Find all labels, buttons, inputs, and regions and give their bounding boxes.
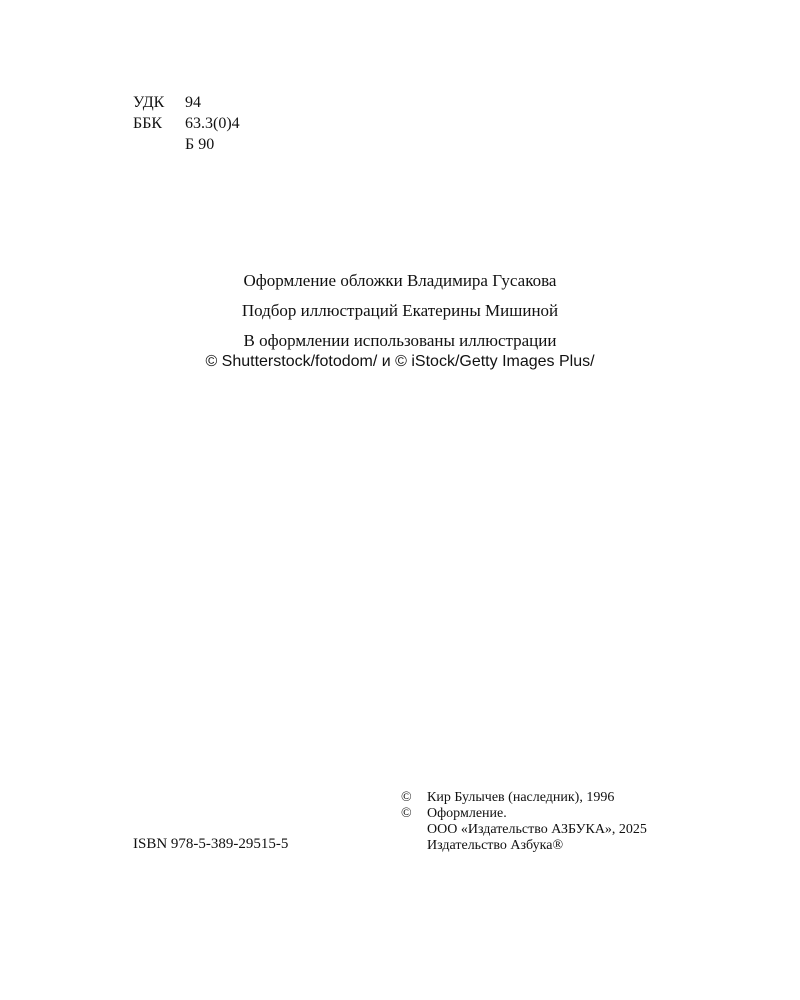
udk-label: УДК [133,94,165,111]
bbk-value: 63.3(0)4 [185,115,240,132]
copyright-publisher: ООО «Издательство АЗБУКА», 2025 [427,822,647,837]
copyright-symbol: © [401,790,412,805]
udk-row [133,92,240,113]
copyright-design-row [401,806,647,822]
publisher-trademark: Издательство Азбука® [427,838,564,853]
illustration-sources: © Shutterstock/fotodom/ и © iStock/Getty Images Plus/ [205,353,595,370]
copyright-author: Кир Булычев (наследник), 1996 [427,790,615,805]
bbk-label: ББК [133,115,163,132]
illustrations-used-note: В оформлении использованы иллюстрации [243,331,557,350]
isbn: ISBN 978-5-389-29515-5 [133,836,289,852]
bbk-row [133,113,240,134]
copyright-block [401,790,647,854]
classification-block [133,92,240,155]
author-mark: Б 90 [185,136,215,153]
illustration-selection-credit: Подбор иллюстраций Екатерины Мишиной [241,301,559,320]
udk-value: 94 [185,94,201,111]
cover-design-credit: Оформление обложки Владимира Гусакова [243,271,557,290]
copyright-author-row [401,790,647,806]
credits-block [0,270,800,372]
copyright-design: Оформление. [427,806,507,821]
copyright-symbol: © [401,806,412,821]
